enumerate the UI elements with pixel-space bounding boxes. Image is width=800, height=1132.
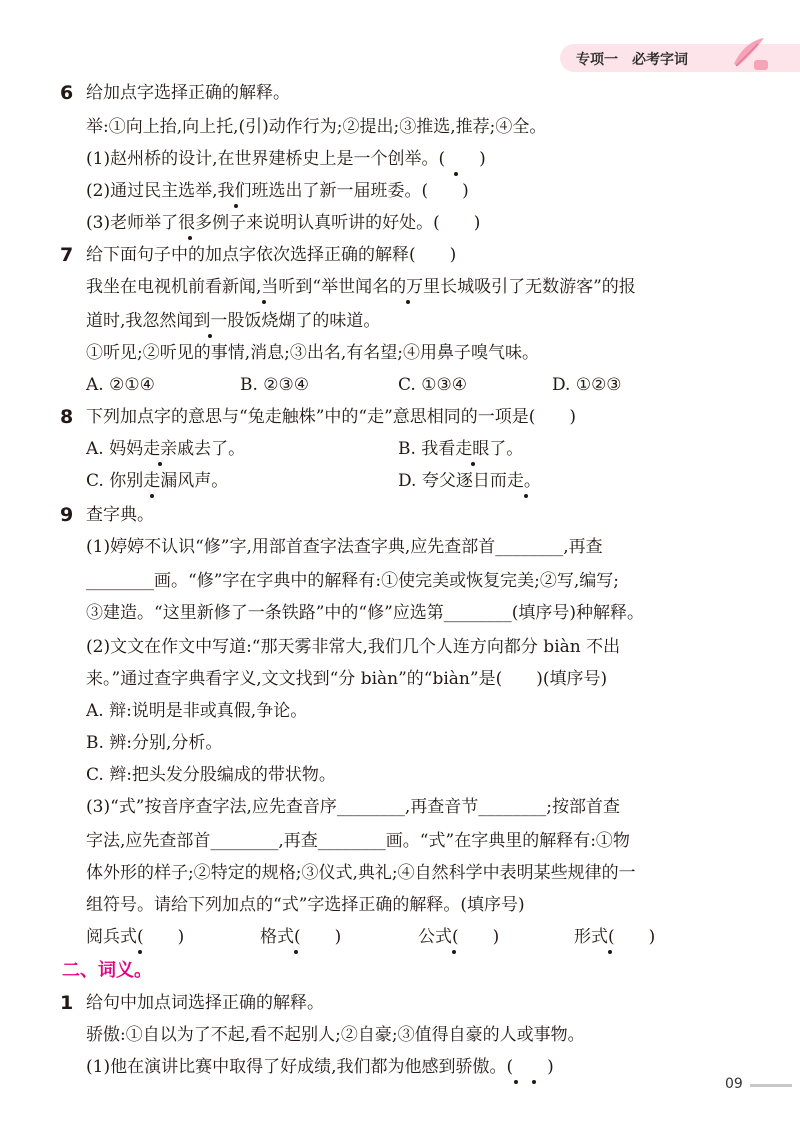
question-stem: 给加点字选择正确的解释。 xyxy=(86,83,290,103)
definition-text: 举:①向上抬,向上托,(引)动作行为;②提出;③推选,推荐;④全。 xyxy=(86,117,547,137)
option-c[interactable]: C. 你别走漏风声。 xyxy=(86,471,229,491)
passage-text: 道时,我忽然闻到一股饭烧煳了的味道。 xyxy=(86,311,381,331)
option-d[interactable]: D. 夸父逐日而走。 xyxy=(398,471,541,491)
q9-line-5 xyxy=(0,664,800,694)
body-text: (3)“式”按音序查字法,应先查音序________,再查音节________;按部首查 xyxy=(86,797,620,817)
q6-definitions xyxy=(0,112,800,142)
emphasis-dot xyxy=(294,950,298,954)
question-number: 6 xyxy=(60,82,74,104)
body-text: 体外形的样子;②特定的规格;③仪式,典礼;④自然科学中表明某些规律的一 xyxy=(86,863,636,883)
q9-line-6 xyxy=(0,792,800,822)
q9-option-b xyxy=(0,728,800,758)
q7-passage-line-2 xyxy=(0,306,800,336)
footer-divider xyxy=(750,1084,792,1087)
section-2-heading-row xyxy=(0,956,800,986)
question-number: 7 xyxy=(60,244,74,266)
emphasis-dot xyxy=(406,300,410,304)
word-blank-3[interactable]: 公式( ) xyxy=(418,927,500,947)
q7-definitions xyxy=(0,338,800,368)
question-stem: 下列加点字的意思与“兔走触株”中的“走”意思相同的一项是( ) xyxy=(86,407,577,427)
definition-text: 骄傲:①自以为了不起,看不起别人;②自豪;③值得自豪的人或事物。 xyxy=(86,1025,585,1045)
q6-item-2 xyxy=(0,176,800,206)
option-a[interactable]: A. 妈妈走亲戚去了。 xyxy=(86,439,246,459)
word-blank-2[interactable]: 格式( ) xyxy=(260,927,342,947)
definition-text: ①听见;②听见的事情,消息;③出名,有名望;④用鼻子嗅气味。 xyxy=(86,343,539,363)
q9-line-7 xyxy=(0,826,800,856)
q6-row xyxy=(0,78,800,108)
q9-line-8 xyxy=(0,858,800,888)
q6-item-3 xyxy=(0,208,800,238)
emphasis-dot xyxy=(608,950,612,954)
q9-line-3 xyxy=(0,598,800,628)
sentence-text: (2)通过民主选举,我们班选出了新一届班委。( ) xyxy=(86,181,469,201)
emphasis-dot xyxy=(514,1080,518,1084)
section-title: 二、词义。 xyxy=(62,960,152,981)
option-c[interactable]: C. ①③④ xyxy=(398,375,467,395)
header-title: 专项一 必考字词 xyxy=(576,52,688,68)
s2q1-row xyxy=(0,988,800,1018)
q9-line-1 xyxy=(0,532,800,562)
q9-word-row xyxy=(0,922,800,952)
emphasis-dot xyxy=(524,494,528,498)
question-number: 9 xyxy=(60,504,74,526)
page-number: 09 xyxy=(725,1076,743,1092)
body-text: (2)文文在作文中写道:“那天雾非常大,我们几个人连方向都分 biàn 不出 xyxy=(86,637,621,657)
word-blank-4[interactable]: 形式( ) xyxy=(574,927,656,947)
question-number: 8 xyxy=(60,406,74,428)
body-text: ③建造。“这里新修了一条铁路”中的“修”应选第________(填序号)种解释。 xyxy=(86,603,645,623)
body-text: 来。”通过查字典看字义,文文找到“分 biàn”的“biàn”是( )(填序号) xyxy=(86,669,608,689)
q7-options xyxy=(0,370,800,400)
emphasis-dot xyxy=(150,494,154,498)
q8-options-row-2 xyxy=(0,466,800,496)
q9-line-2 xyxy=(0,566,800,596)
body-text: 字法,应先查部首________,再查________画。“式”在字典里的解释有:①物 xyxy=(86,831,630,851)
option-d[interactable]: D. ①②③ xyxy=(552,375,622,395)
question-stem: 给句中加点词选择正确的解释。 xyxy=(86,993,324,1013)
question-stem: 查字典。 xyxy=(86,505,154,525)
s2q1-item-1 xyxy=(0,1052,800,1082)
option-text[interactable]: A. 辩:说明是非或真假,争论。 xyxy=(86,701,308,721)
q6-item-1 xyxy=(0,144,800,174)
body-text: 组符号。请给下列加点的“式”字选择正确的解释。(填序号) xyxy=(86,895,525,915)
q9-option-a xyxy=(0,696,800,726)
q9-row xyxy=(0,500,800,530)
emphasis-dot xyxy=(262,300,266,304)
page-header xyxy=(560,44,800,72)
option-text[interactable]: B. 辨:分别,分析。 xyxy=(86,733,223,753)
q7-row xyxy=(0,240,800,270)
emphasis-dot xyxy=(532,1080,536,1084)
q9-line-4 xyxy=(0,632,800,662)
question-number: 1 xyxy=(60,992,74,1014)
feather-ink-icon xyxy=(728,36,772,72)
body-text: (1)婷婷不认识“修”字,用部首查字法查字典,应先查部首________,再查 xyxy=(86,537,603,557)
word-blank-1[interactable]: 阅兵式( ) xyxy=(86,927,185,947)
sentence-text: (1)赵州桥的设计,在世界建桥史上是一个创举。( ) xyxy=(86,149,486,169)
q8-options-row-1 xyxy=(0,434,800,464)
passage-text: 我坐在电视机前看新闻,当听到“举世闻名的万里长城吸引了无数游客”的报 xyxy=(86,277,636,297)
option-b[interactable]: B. 我看走眼了。 xyxy=(398,439,524,459)
q8-row xyxy=(0,402,800,432)
s2q1-definitions xyxy=(0,1020,800,1050)
option-b[interactable]: B. ②③④ xyxy=(240,375,310,395)
q9-option-c xyxy=(0,760,800,790)
emphasis-dot xyxy=(452,950,456,954)
question-stem: 给下面句子中的加点字依次选择正确的解释( ) xyxy=(86,245,457,265)
emphasis-dot xyxy=(138,950,142,954)
body-text: ________画。“修”字在字典中的解释有:①使完美或恢复完美;②写,编写; xyxy=(86,571,619,591)
q9-line-9 xyxy=(0,890,800,920)
q7-passage-line-1 xyxy=(0,272,800,302)
option-a[interactable]: A. ②①④ xyxy=(86,375,155,395)
sentence-text: (1)他在演讲比赛中取得了好成绩,我们都为他感到骄傲。( ) xyxy=(86,1057,554,1077)
sentence-text: (3)老师举了很多例子来说明认真听讲的好处。( ) xyxy=(86,213,481,233)
option-text[interactable]: C. 辫:把头发分股编成的带状物。 xyxy=(86,765,336,785)
